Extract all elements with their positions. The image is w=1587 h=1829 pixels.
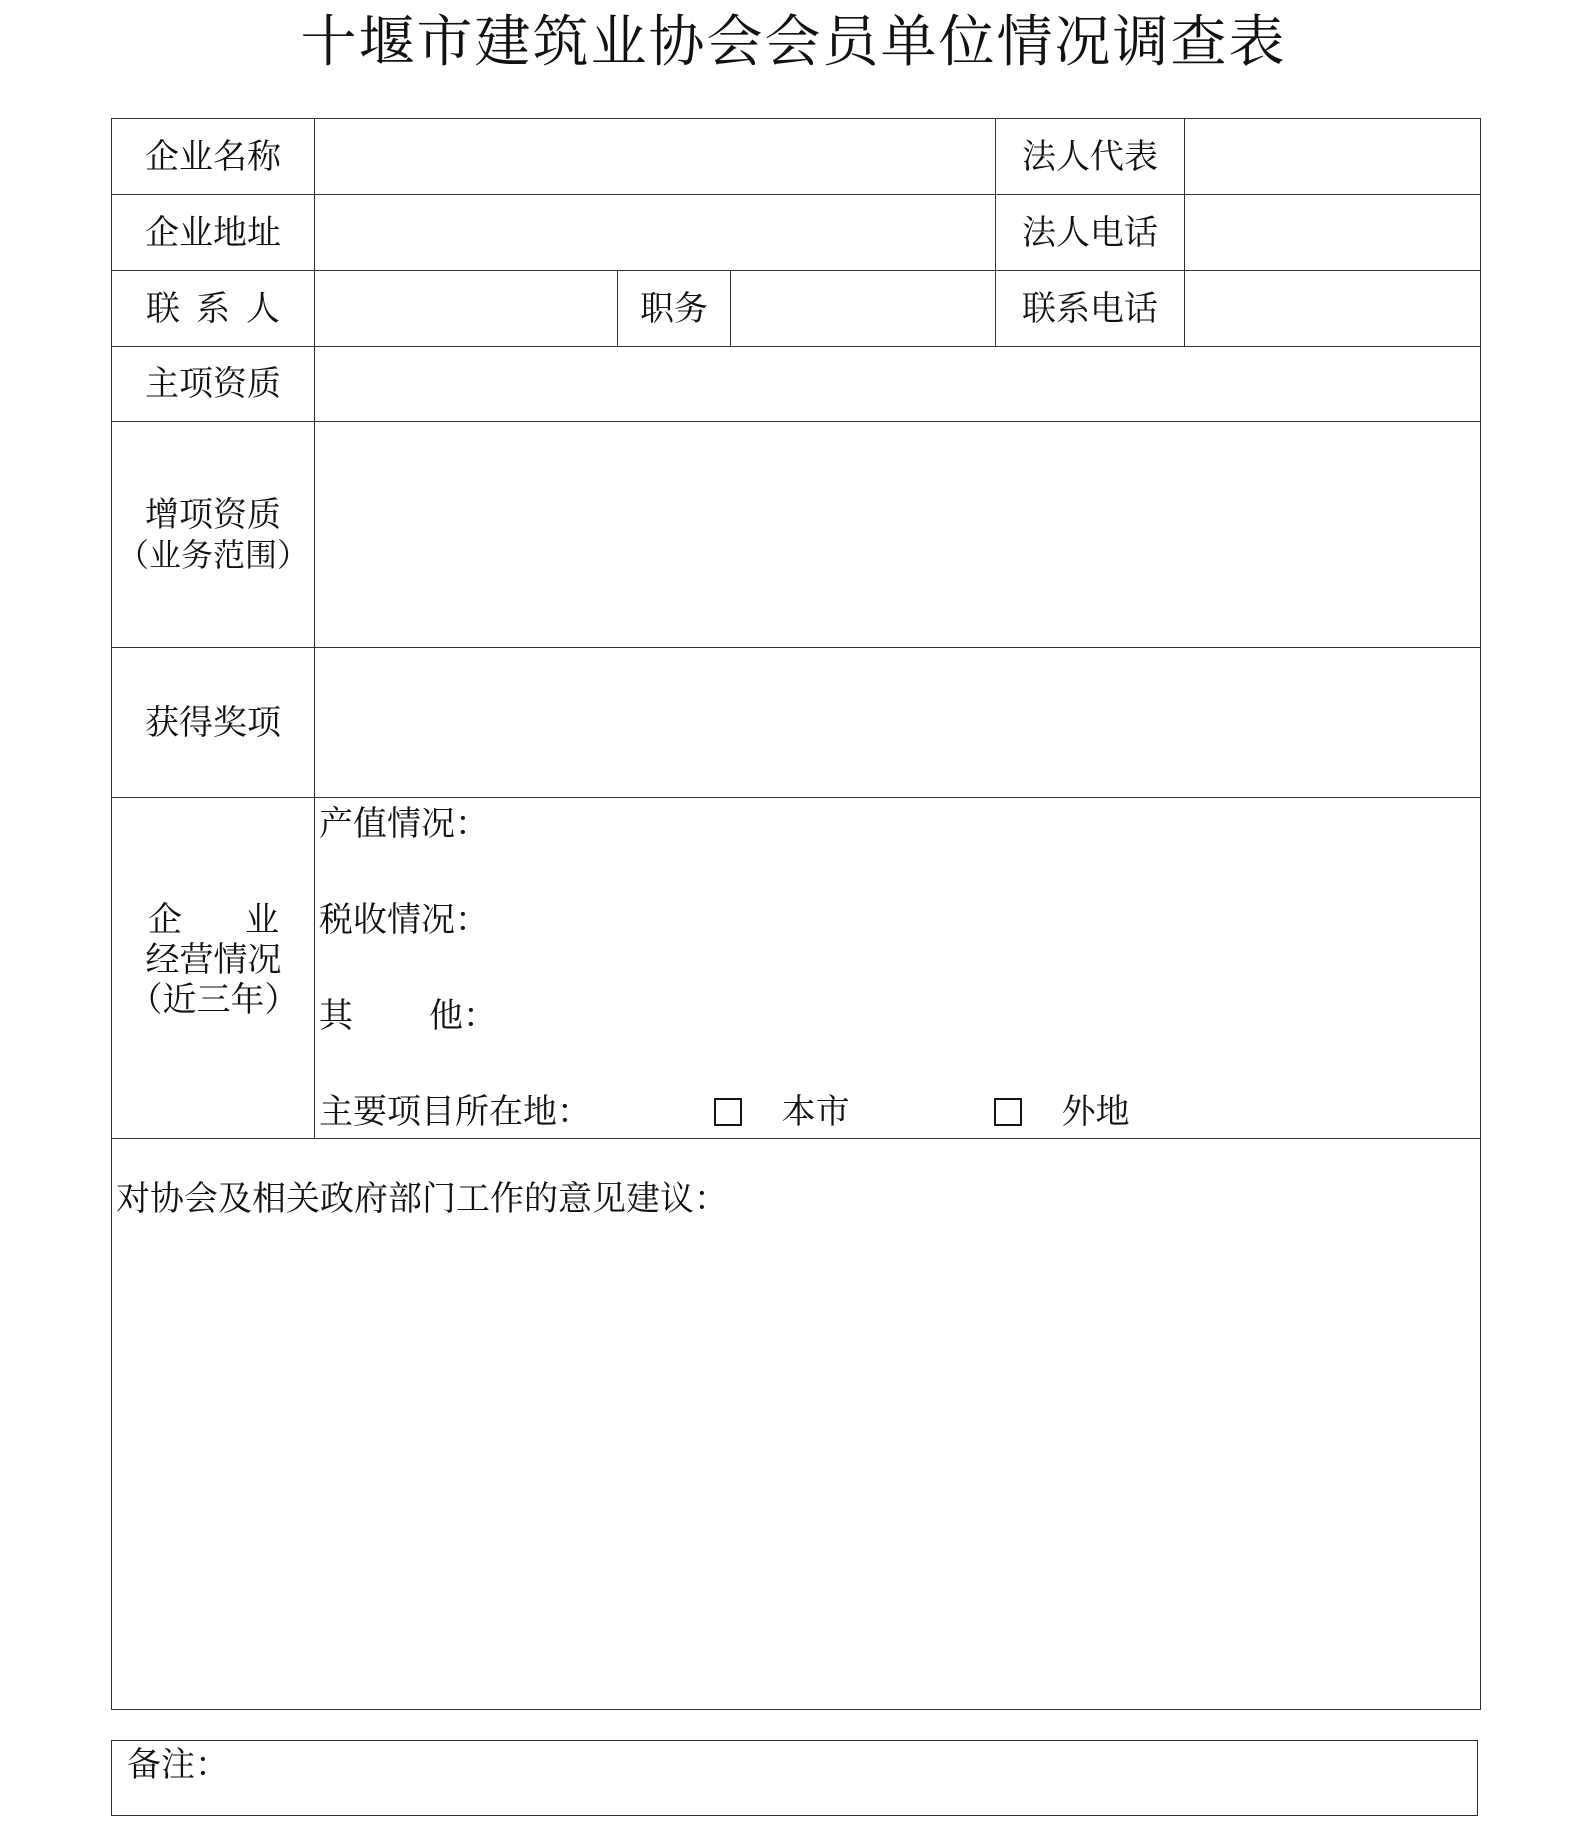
project-location-label: 主要项目所在地：	[319, 1092, 591, 1132]
row-contact	[112, 271, 1481, 347]
other-label: 其 他：	[319, 996, 497, 1036]
legal-phone-label: 法人电话	[996, 195, 1185, 271]
remarks-box[interactable]	[111, 1740, 1478, 1816]
row-company-name	[112, 119, 1481, 195]
suggestions-field[interactable]	[112, 1139, 1481, 1710]
company-name-field[interactable]	[315, 119, 996, 195]
row-additional-qualification	[112, 422, 1481, 648]
company-address-field[interactable]	[315, 195, 996, 271]
checkbox-outside-icon[interactable]	[994, 1098, 1022, 1126]
legal-rep-field[interactable]	[1185, 119, 1481, 195]
operations-field[interactable]	[315, 798, 1481, 1139]
company-name-label: 企业名称	[112, 119, 315, 195]
remarks-label: 备注：	[127, 1745, 229, 1785]
contact-person-label: 联 系 人	[112, 271, 315, 347]
contact-phone-label: 联系电话	[996, 271, 1185, 347]
option-outside-label: 外地	[1061, 1092, 1130, 1132]
legal-rep-label: 法人代表	[996, 119, 1185, 195]
position-label: 职务	[618, 271, 731, 347]
awards-field[interactable]	[315, 648, 1481, 798]
contact-phone-field[interactable]	[1185, 271, 1481, 347]
survey-form-table	[111, 118, 1481, 1710]
suggestions-label: 对协会及相关政府部门工作的意见建议：	[116, 1179, 728, 1219]
legal-phone-field[interactable]	[1185, 195, 1481, 271]
row-awards	[112, 648, 1481, 798]
company-address-label: 企业地址	[112, 195, 315, 271]
main-qualification-field[interactable]	[315, 347, 1481, 422]
row-operations	[112, 798, 1481, 1139]
page-title: 十堰市建筑业协会会员单位情况调查表	[300, 10, 1287, 75]
additional-qualification-label: 增项资质 （业务范围）	[112, 422, 315, 648]
row-main-qualification	[112, 347, 1481, 422]
additional-qualification-field[interactable]	[315, 422, 1481, 648]
awards-label: 获得奖项	[112, 648, 315, 798]
row-suggestions	[112, 1139, 1481, 1710]
output-value-label: 产值情况：	[319, 804, 489, 844]
row-company-address	[112, 195, 1481, 271]
contact-person-field[interactable]	[315, 271, 618, 347]
main-qualification-label: 主项资质	[112, 347, 315, 422]
option-local[interactable]	[714, 1092, 850, 1132]
tax-label: 税收情况：	[319, 900, 489, 940]
option-local-label: 本市	[781, 1092, 850, 1132]
position-field[interactable]	[731, 271, 996, 347]
operations-label: 企 业 经营情况 （近三年）	[112, 798, 315, 1139]
option-outside[interactable]	[994, 1092, 1130, 1132]
checkbox-local-icon[interactable]	[714, 1098, 742, 1126]
